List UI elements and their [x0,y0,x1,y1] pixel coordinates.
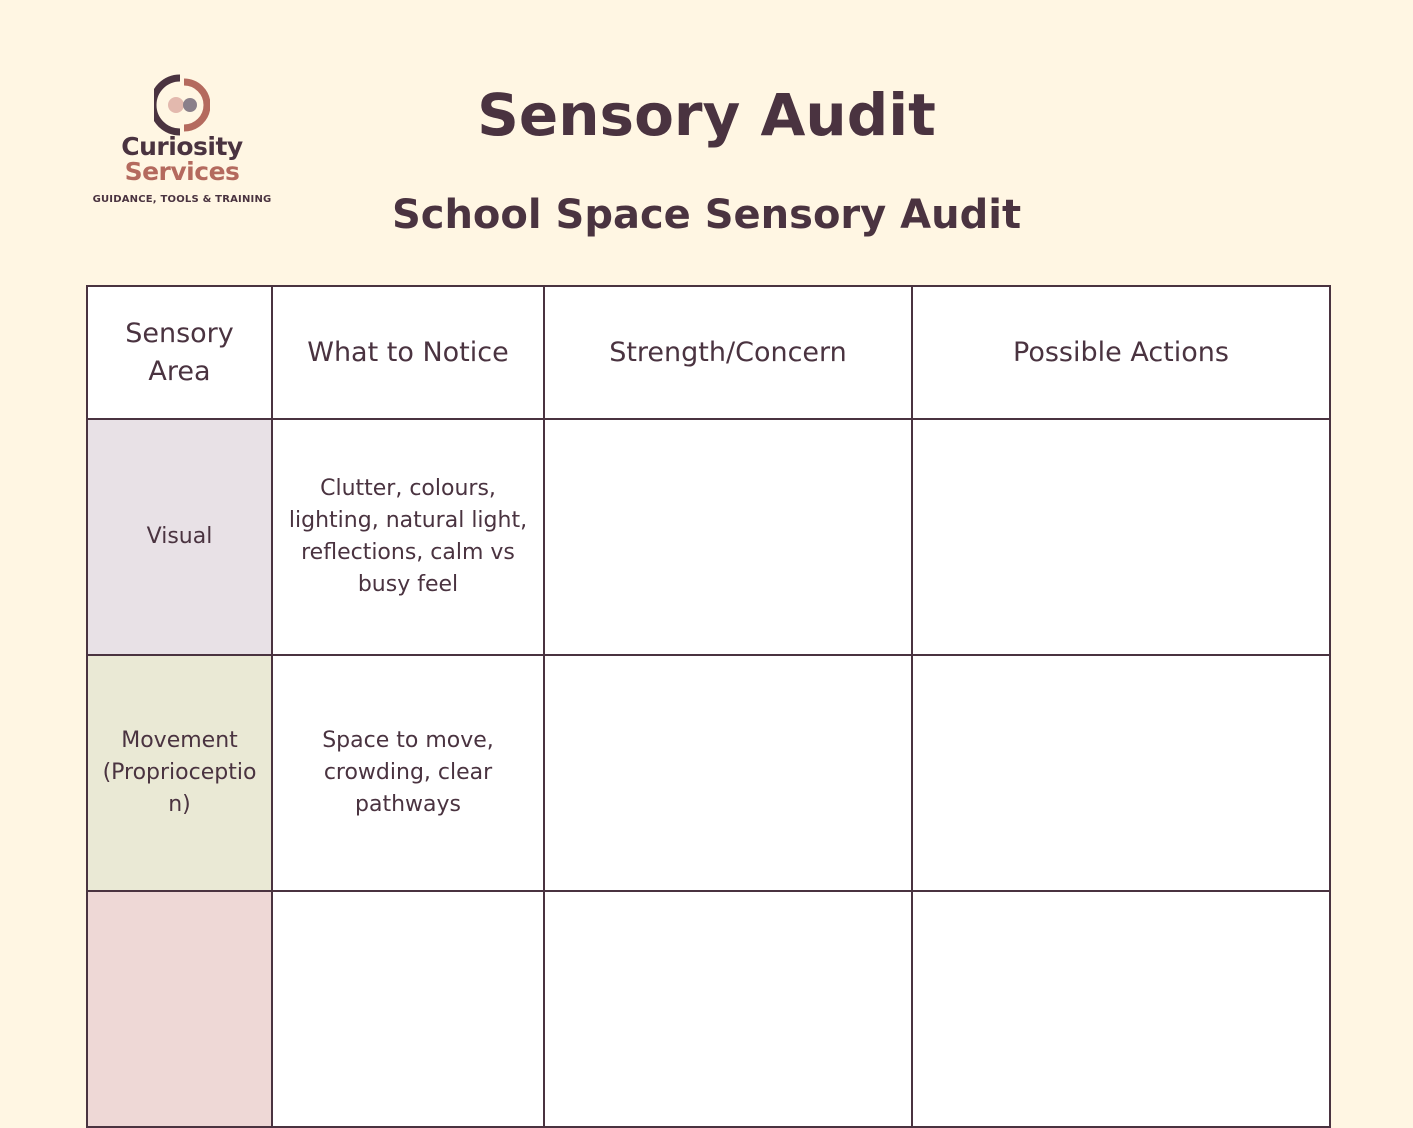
table-row [87,891,1330,1127]
page-title: Sensory Audit [477,81,936,149]
row-strength-concern[interactable] [544,419,912,655]
row-what-to-notice [272,891,544,1127]
sensory-audit-table [86,285,1331,1128]
page-subtitle: School Space Sensory Audit [391,192,1022,238]
row-sensory-area: Visual [87,419,272,655]
row-strength-concern[interactable] [544,891,912,1127]
row-sensory-area: Movement (Proprioception) [87,655,272,891]
row-possible-actions[interactable] [912,655,1330,891]
row-what-to-notice: Clutter, colours, lighting, natural light, reflections, calm vs busy feel [272,419,544,655]
logo-word-curiosity: Curiosity [121,132,243,161]
header-strength-concern: Strength/Concern [544,286,912,419]
header-what-to-notice: What to Notice [272,286,544,419]
logo-word-services: Services [124,157,240,186]
row-possible-actions[interactable] [912,891,1330,1127]
row-possible-actions[interactable] [912,419,1330,655]
row-sensory-area [87,891,272,1127]
row-what-to-notice: Space to move, crowding, clear pathways [272,655,544,891]
table-row [87,655,1330,891]
table-header-row [87,286,1330,419]
row-strength-concern[interactable] [544,655,912,891]
header-sensory-area: Sensory Area [87,286,272,419]
logo-tagline: GUIDANCE, TOOLS & TRAINING [92,194,272,205]
header-possible-actions: Possible Actions [912,286,1330,419]
table-row [87,419,1330,655]
